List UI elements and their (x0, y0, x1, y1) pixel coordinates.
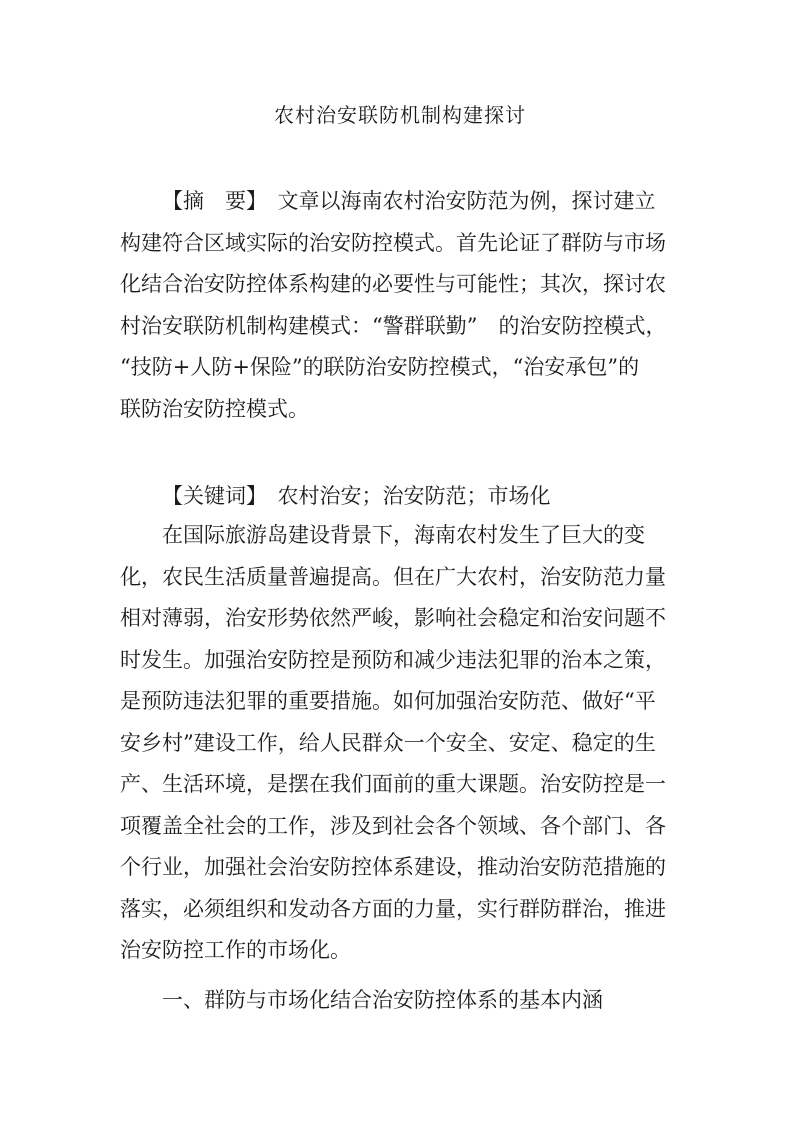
abstract-line-4: 村治安联防机制构建模式：“警群联勤” 的治安防控模式， (120, 313, 667, 338)
body-line-7: 产、生活环境，是摆在我们面前的重大课题。治安防控是一 (120, 772, 666, 796)
keywords-text: 农村治安；治安防范；市场化 (256, 484, 551, 508)
body-line-1: 在国际旅游岛建设背景下，海南农村发生了巨大的变 (162, 523, 645, 547)
abstract-line-5: “技防+人防+保险”的联防治安防控模式，“治安承包”的 (120, 355, 640, 379)
section-heading-block (120, 980, 680, 1022)
body-paragraph (120, 515, 680, 972)
body-line-5: 是预防违法犯罪的重要措施。如何加强治安防范、做好“平 (120, 689, 656, 713)
body-line-4: 时发生。加强治安防控是预防和减少违法犯罪的治本之策， (120, 647, 666, 672)
abstract-section (120, 181, 680, 430)
body-line-9: 个行业，加强社会治安防控体系建设，推动治安防范措施的 (120, 855, 666, 879)
body-line-6: 安乡村”建设工作，给人民群众一个安全、安定、稳定的生 (120, 730, 656, 755)
abstract-line-2: 构建符合区域实际的治安防控模式。首先论证了群防与市场 (120, 230, 666, 255)
keywords-line (120, 476, 680, 518)
body-line-11: 治安防控工作的市场化。 (120, 938, 351, 962)
body-line-2: 化，农民生活质量普遍提高。但在广大农村，治安防范力量 (120, 564, 666, 589)
abstract-line-6: 联防治安防控模式。 (120, 396, 309, 421)
keywords-section (120, 476, 680, 518)
abstract-line-1-text: 文章以海南农村治安防范为例，探讨建立 (256, 189, 656, 213)
abstract-line-3: 化结合治安防控体系构建的必要性与可能性；其次，探讨农 (120, 272, 666, 296)
section-heading: 一、群防与市场化结合治安防控体系的基本内涵 (162, 988, 603, 1012)
abstract-label: 【摘 要】 (162, 189, 257, 213)
body-line-3: 相对薄弱，治安形势依然严峻，影响社会稳定和治安问题不 (120, 606, 666, 630)
keywords-label: 【关键词】 (162, 484, 257, 508)
paper-title: 农村治安联防机制构建探讨 (274, 103, 526, 127)
abstract-line-1 (120, 181, 680, 223)
body-line-8: 项覆盖全社会的工作，涉及到社会各个领域、各个部门、各 (120, 813, 666, 838)
body-line-10: 落实，必须组织和发动各方面的力量，实行群防群治，推进 (120, 896, 666, 921)
